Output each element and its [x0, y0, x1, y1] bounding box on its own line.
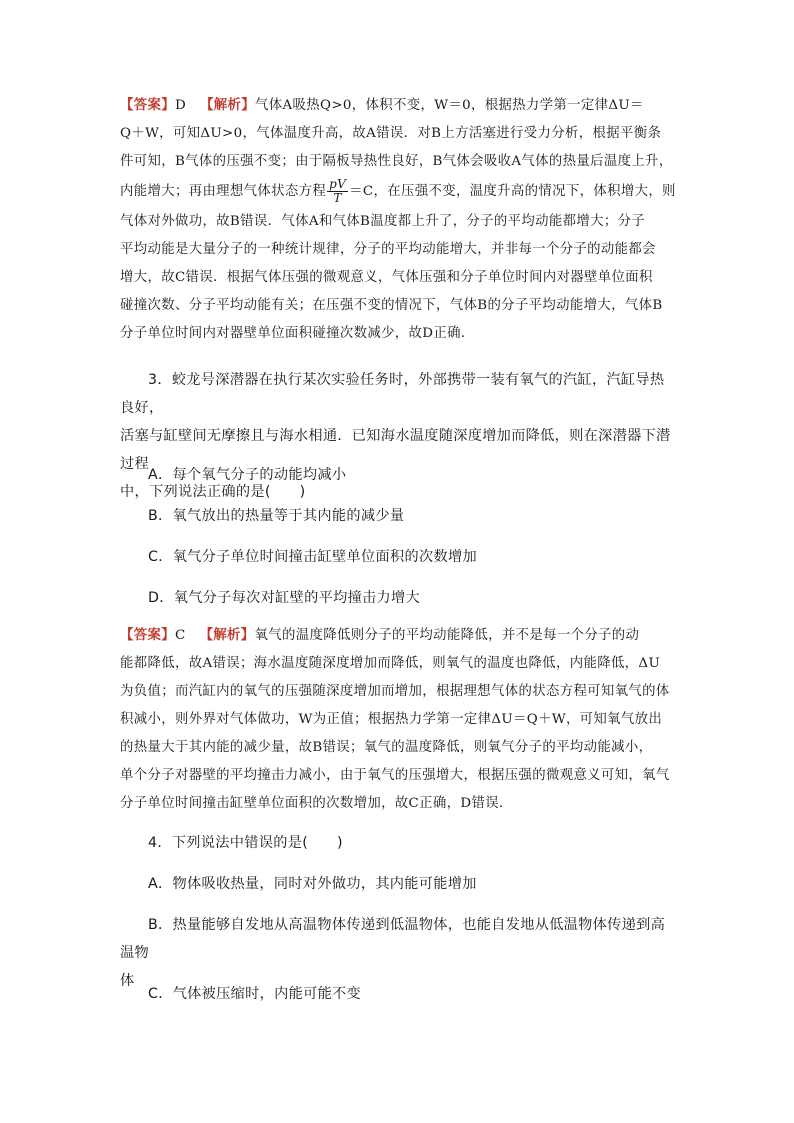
q3-answer-line-3: 为负值；而汽缸内的氧气的压强随深度增加而增加，根据理想气体的状态方程可知氧气的体	[120, 684, 670, 699]
q3-answer-block	[120, 622, 676, 818]
answer-value: C	[174, 628, 186, 643]
analysis-tag: 【解析】	[199, 628, 255, 643]
q4-stem: 4．下列说法中错误的是( )	[148, 835, 343, 851]
q3-answer-line-4: 积减小，则外界对气体做功，W为正值；根据热力学第一定律ΔU＝Q＋W，可知氧气放出	[120, 712, 663, 727]
q3-option-d: D．氧气分子每次对缸壁的平均撞击力增大	[148, 590, 421, 606]
q2-line-4: 内能增大；再由理想气体状态方程 $\frac{pV}{T}$ ＝C，在压强不变，温度升高的情况下，体积增大，则	[120, 177, 676, 205]
q3-answer-line-6: 单个分子对器壁的平均撞击力减小，由于氧气的压强增大，根据压强的微观意义可知，氧气	[120, 768, 670, 783]
q3-option-c: C．氧气分子单位时间撞击缸壁单位面积的次数增加	[148, 549, 477, 565]
q4-option-c: C．气体被压缩时，内能可能不变	[148, 986, 362, 1002]
analysis-tag: 【解析】	[200, 98, 256, 113]
q3-answer-line-2: 能都降低，故A错误；海水温度随深度增加而降低，则氧气的温度也降低，内能降低，ΔU	[120, 656, 661, 671]
q3-answer-line-1: 【答案】C 【解析】氧气的温度降低则分子的平均动能降低，并不是每一个分子的动	[120, 628, 640, 643]
q2-line-9: 分子单位时间内对器壁单位面积碰撞次数减少，故D正确．	[120, 326, 475, 341]
q2-line-5: 气体对外做功，故B错误．气体A和气体B温度都上升了，分子的平均动能都增大；分子	[120, 214, 646, 229]
analysis-text: 气体A吸热Q>0，体积不变，W＝0，根据热力学第一定律ΔU＝	[255, 98, 644, 113]
q4-option-b-line-1: B．热量能够自发地从高温物体传递到低温物体，也能自发地从低温物体传递到高温物	[120, 917, 666, 961]
q4-option-a: A．物体吸收热量，同时对外做功，其内能可能增加	[148, 876, 477, 892]
q2-line-6: 平均动能是大量分子的一种统计规律，分子的平均动能增大，并非每一个分子的动能都会	[120, 242, 656, 257]
q2-line-2: Q＋W，可知ΔU>0，气体温度升高，故A错误．对B上方活塞进行受力分析，根据平衡条	[120, 126, 662, 141]
answer-tag: 【答案】	[120, 98, 175, 113]
q3-option-b: B．氧气放出的热量等于其内能的减少量	[148, 508, 405, 524]
q3-stem-line-3: 中，下列说法正确的是( )	[120, 484, 306, 500]
q3-stem-line-2: 活塞与缸壁间无摩擦且与海水相通．已知海水温度随深度增加而降低，则在深潜器下潜过程	[120, 428, 671, 472]
q2-line-3: 件可知，B气体的压强不变；由于隔板导热性良好，B气体会吸收A气体的热量后温度上升，	[120, 154, 673, 169]
answer-tag: 【答案】	[120, 628, 175, 643]
fraction-pv-over-t: $\frac{pV}{T}$	[329, 177, 347, 205]
q4-option-b-line-2: 体	[120, 973, 135, 989]
q2-answer-block	[120, 92, 676, 348]
q2-line-7: 增大，故C错误．根据气体压强的微观意义，气体压强和分子单位时间内对器壁单位面积	[120, 270, 653, 285]
q3-answer-line-7: 分子单位时间撞击缸壁单位面积的次数增加，故C正确，D错误．	[120, 796, 513, 811]
q3-stem-line-1: 3．蛟龙号深潜器在执行某次实验任务时，外部携带一装有氧气的汽缸，汽缸导热良好，	[120, 372, 665, 416]
q2-line-8: 碰撞次数、分子平均动能有关；在压强不变的情况下，气体B的分子平均动能增大，气体B	[120, 298, 663, 313]
q2-line-1	[120, 92, 676, 120]
q3-option-a: A．每个氧气分子的动能均减小	[148, 467, 347, 483]
answer-value: D	[174, 98, 187, 113]
q3-answer-line-5: 的热量大于其内能的减少量，故B错误；氧气的温度降低，则氧气分子的平均动能减小，	[120, 740, 653, 755]
